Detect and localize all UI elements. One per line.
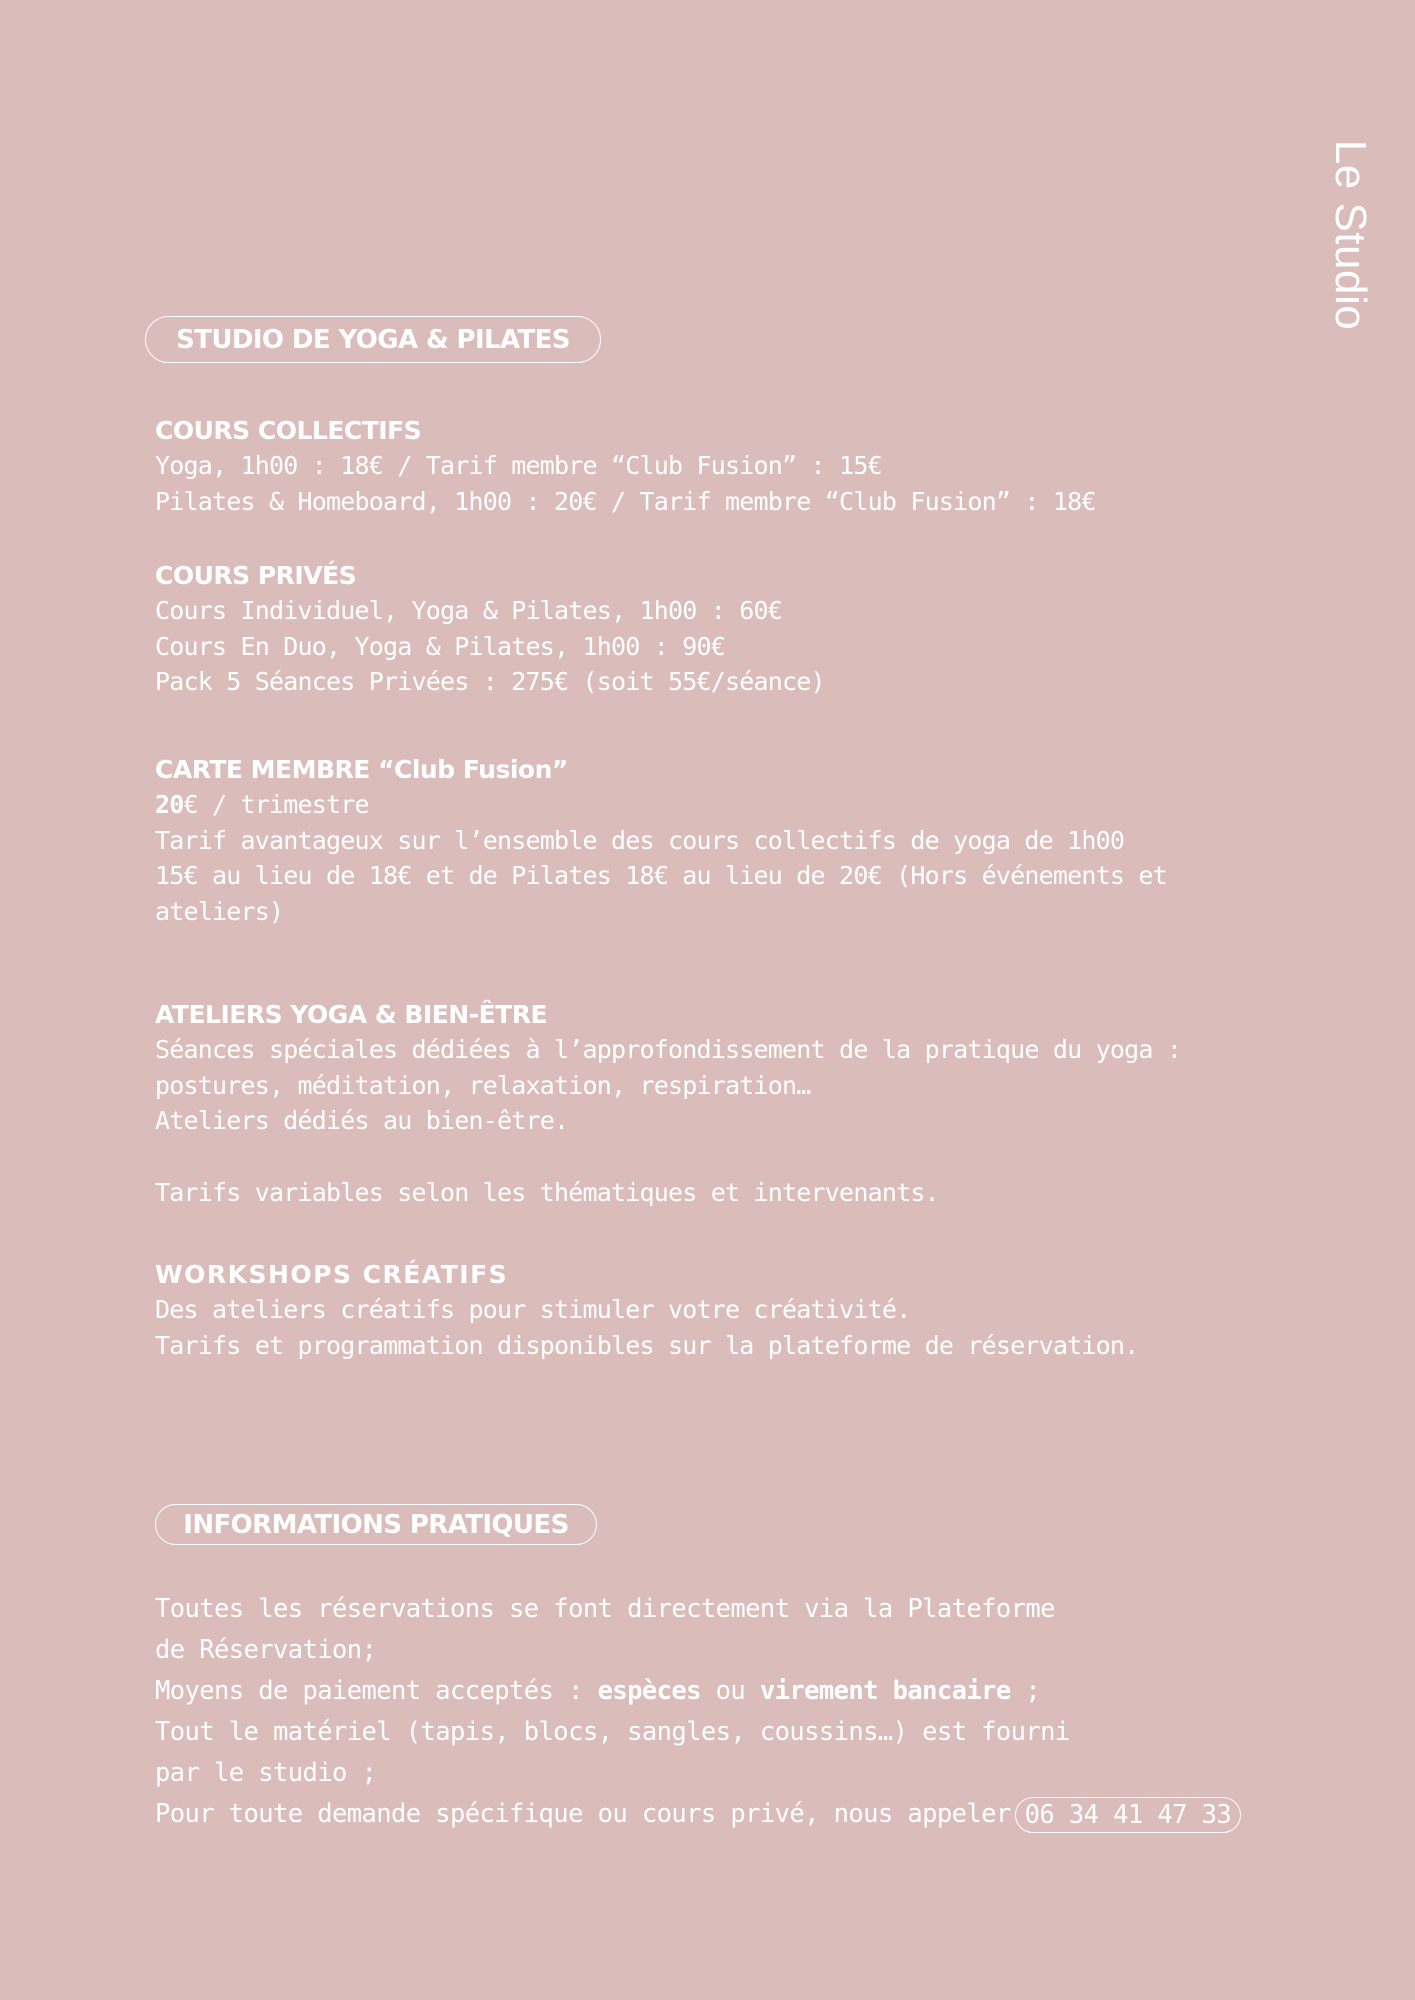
price-line: Pack 5 Séances Privées : 275€ (soit 55€/séance) — [155, 667, 825, 696]
info-line: Toutes les réservations se font directement via la Plateforme — [155, 1594, 1055, 1624]
payment-cash: espèces — [597, 1676, 701, 1706]
payment-suffix: ; — [1010, 1676, 1041, 1706]
section-heading: COURS PRIVÉS — [155, 561, 357, 590]
ateliers-line: Séances spéciales dédiées à l’approfondissement de la pratique du yoga : — [155, 1035, 1182, 1064]
section-cours-prives — [155, 559, 1335, 700]
section-ateliers — [155, 998, 1335, 1210]
info-line: par le studio ; — [155, 1758, 377, 1788]
info-title-pill: INFORMATIONS PRATIQUES — [155, 1504, 597, 1545]
price-line: Cours Individuel, Yoga & Pilates, 1h00 : 60€ — [155, 596, 783, 625]
phone-number[interactable]: 06 34 41 47 33 — [1015, 1797, 1242, 1833]
membership-line: 15€ au lieu de 18€ et de Pilates 18€ au lieu de 20€ (Hors événements et — [155, 861, 1167, 890]
section-heading: COURS COLLECTIFS — [155, 416, 422, 445]
studio-title-pill: STUDIO DE YOGA & PILATES — [145, 316, 601, 363]
section-heading: CARTE MEMBRE “Club Fusion” — [155, 755, 568, 784]
side-title — [1305, 130, 1395, 340]
payment-or: ou — [700, 1676, 760, 1706]
workshops-line: Tarifs et programmation disponibles sur la plateforme de réservation. — [155, 1330, 1139, 1360]
payment-transfer: virement bancaire — [759, 1676, 1011, 1706]
price-line: Pilates & Homeboard, 1h00 : 20€ / Tarif membre “Club Fusion” : 18€ — [155, 486, 1096, 516]
section-cours-collectifs — [155, 414, 1335, 519]
price-line: Yoga, 1h00 : 18€ / Tarif membre “Club Fusion” : 15€ — [155, 451, 882, 480]
membership-line: Tarif avantageux sur l’ensemble des cours collectifs de yoga de 1h00 — [155, 825, 1125, 855]
info-line: Tout le matériel (tapis, blocs, sangles, coussins…) est fourni — [155, 1717, 1070, 1747]
section-workshops — [155, 1258, 1335, 1363]
info-line: de Réservation; — [155, 1635, 377, 1665]
membership-price-period: € / trimestre — [183, 790, 369, 819]
ateliers-line: postures, méditation, relaxation, respiration… — [155, 1070, 811, 1100]
membership-line: ateliers) — [155, 896, 284, 926]
contact-line — [155, 1794, 1335, 1835]
side-title-text: Le Studio — [1326, 139, 1375, 331]
contact-text: Pour toute demande spécifique ou cours privé, nous appeler — [155, 1799, 1011, 1829]
membership-price-amount: 20 — [155, 790, 184, 819]
membership-price — [155, 787, 1335, 823]
section-heading: WORKSHOPS CRÉATIFS — [155, 1260, 509, 1289]
ateliers-line: Ateliers dédiés au bien-être. — [155, 1106, 569, 1135]
ateliers-note: Tarifs variables selon les thématiques et intervenants. — [155, 1177, 939, 1207]
section-heading: ATELIERS YOGA & BIEN-ÊTRE — [155, 1000, 548, 1029]
price-line: Cours En Duo, Yoga & Pilates, 1h00 : 90€ — [155, 631, 726, 661]
payment-line — [155, 1671, 1335, 1712]
workshops-line: Des ateliers créatifs pour stimuler votre créativité. — [155, 1295, 911, 1324]
section-carte-membre — [155, 753, 1335, 929]
payment-prefix: Moyens de paiement acceptés : — [155, 1676, 598, 1706]
section-informations-pratiques — [155, 1589, 1335, 1835]
